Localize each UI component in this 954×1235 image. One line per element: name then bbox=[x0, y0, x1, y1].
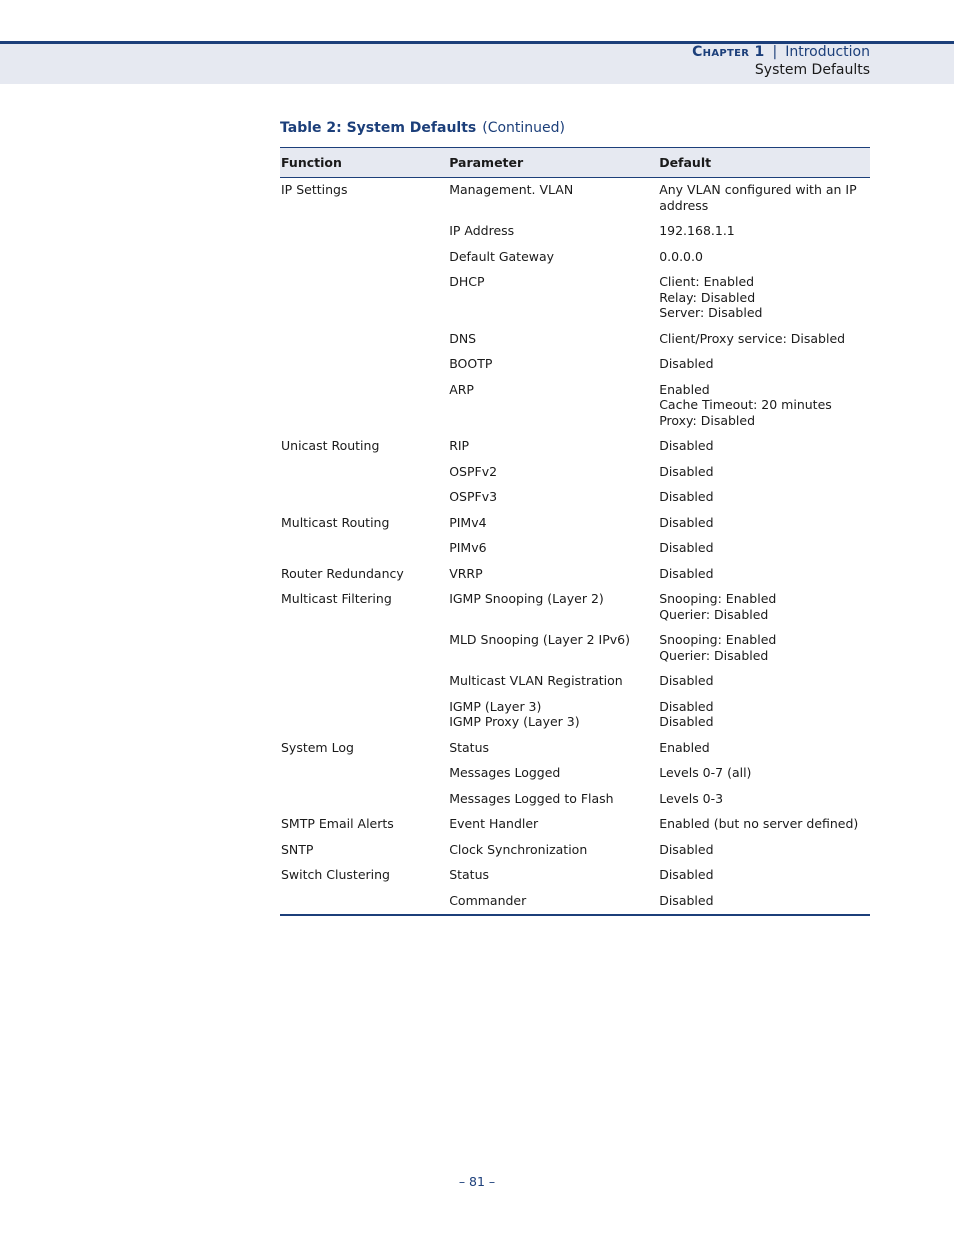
table-row bbox=[280, 270, 870, 327]
page-number: – 81 – bbox=[458, 1174, 496, 1189]
table-row bbox=[280, 434, 870, 460]
cell-parameter: PIMv6 bbox=[449, 540, 487, 555]
cell-default: Any VLAN configured with an IP address bbox=[659, 182, 857, 213]
cell-default: Disabled bbox=[659, 892, 714, 908]
cell-default: Disabled bbox=[659, 356, 714, 371]
cell-parameter: DNS bbox=[449, 330, 477, 346]
cell-parameter: ARP bbox=[449, 381, 474, 397]
table-row bbox=[280, 219, 870, 245]
cell-parameter: BOOTP bbox=[449, 356, 493, 371]
cell-default: Disabled bbox=[659, 438, 714, 453]
cell-function: Multicast Routing bbox=[281, 514, 390, 530]
table-row bbox=[280, 889, 870, 916]
cell-function: IP Settings bbox=[281, 182, 348, 197]
table-row bbox=[280, 327, 870, 353]
table-row bbox=[280, 812, 870, 838]
running-header-section: System Defaults bbox=[754, 62, 870, 78]
cell-default: Snooping: Enabled Querier: Disabled bbox=[659, 632, 777, 663]
column-header-function: Function bbox=[280, 148, 448, 178]
cell-default: Enabled bbox=[659, 739, 710, 755]
cell-parameter: OSPFv2 bbox=[449, 463, 498, 479]
cell-default: Disabled bbox=[659, 540, 714, 555]
cell-parameter: Messages Logged to Flash bbox=[449, 790, 614, 806]
cell-parameter: DHCP bbox=[449, 274, 485, 289]
table-caption-title: Table 2: System Defaults bbox=[280, 120, 477, 136]
cell-function bbox=[280, 536, 448, 562]
cell-default: Client/Proxy service: Disabled bbox=[659, 330, 846, 346]
table-row bbox=[280, 352, 870, 378]
cell-function bbox=[280, 219, 448, 245]
table-row bbox=[280, 761, 870, 787]
cell-parameter: VRRP bbox=[449, 565, 483, 581]
cell-default: Disabled bbox=[659, 489, 714, 504]
cell-function: Switch Clustering bbox=[281, 867, 390, 882]
cell-default: Client: Enabled Relay: Disabled Server: Disabled bbox=[659, 274, 763, 320]
cell-parameter: Clock Synchronization bbox=[449, 841, 588, 857]
header-separator: | bbox=[772, 44, 778, 60]
cell-default: Disabled bbox=[659, 514, 714, 530]
table-row bbox=[280, 562, 870, 588]
cell-parameter: RIP bbox=[449, 438, 470, 453]
table-row bbox=[280, 178, 870, 220]
table-row bbox=[280, 536, 870, 562]
cell-function: Multicast Filtering bbox=[281, 591, 392, 606]
cell-parameter: IP Address bbox=[449, 223, 515, 238]
cell-function bbox=[280, 761, 448, 787]
cell-function: SMTP Email Alerts bbox=[281, 816, 394, 831]
cell-function: System Log bbox=[281, 739, 354, 755]
cell-parameter: Status bbox=[449, 739, 490, 755]
cell-function bbox=[280, 695, 448, 736]
running-header-chapter bbox=[692, 44, 870, 60]
cell-function bbox=[280, 889, 448, 916]
table-row bbox=[280, 669, 870, 695]
table-row bbox=[280, 460, 870, 486]
table-header-row bbox=[280, 148, 870, 178]
cell-function: Unicast Routing bbox=[281, 438, 380, 453]
cell-function bbox=[280, 628, 448, 669]
cell-parameter: IGMP (Layer 3) IGMP Proxy (Layer 3) bbox=[449, 698, 580, 729]
cell-parameter: MLD Snooping (Layer 2 IPv6) bbox=[449, 632, 631, 647]
cell-function bbox=[280, 327, 448, 353]
cell-default: Disabled Disabled bbox=[659, 698, 714, 729]
cell-default: Disabled bbox=[659, 841, 714, 857]
cell-function bbox=[280, 787, 448, 813]
cell-parameter: Multicast VLAN Registration bbox=[449, 673, 623, 688]
table-row bbox=[280, 736, 870, 762]
chapter-label: Chapter 1 bbox=[692, 44, 765, 60]
table-caption bbox=[280, 120, 565, 136]
cell-default: Disabled bbox=[659, 673, 714, 688]
cell-parameter: OSPFv3 bbox=[449, 489, 498, 504]
table-row bbox=[280, 378, 870, 435]
cell-default: Disabled bbox=[659, 463, 714, 479]
cell-function bbox=[280, 460, 448, 486]
cell-function bbox=[280, 270, 448, 327]
table-row bbox=[280, 628, 870, 669]
cell-function bbox=[280, 245, 448, 271]
cell-default: Levels 0-3 bbox=[659, 790, 724, 806]
chapter-title: Introduction bbox=[785, 44, 870, 60]
cell-default: Disabled bbox=[659, 565, 714, 581]
cell-default: Levels 0-7 (all) bbox=[659, 765, 752, 780]
cell-parameter: Commander bbox=[449, 892, 527, 908]
table-row bbox=[280, 245, 870, 271]
cell-parameter: Status bbox=[449, 867, 490, 882]
cell-parameter: PIMv4 bbox=[449, 514, 487, 530]
cell-function bbox=[280, 352, 448, 378]
system-defaults-table bbox=[280, 147, 870, 916]
cell-default: 0.0.0.0 bbox=[659, 248, 703, 264]
table-row bbox=[280, 787, 870, 813]
table-row bbox=[280, 587, 870, 628]
cell-function: SNTP bbox=[281, 841, 314, 857]
cell-default: Disabled bbox=[659, 867, 714, 882]
cell-function bbox=[280, 485, 448, 511]
cell-parameter: Messages Logged bbox=[449, 765, 561, 780]
table-row bbox=[280, 863, 870, 889]
cell-default: Enabled Cache Timeout: 20 minutes Proxy: Disabled bbox=[659, 381, 832, 428]
cell-parameter: Management. VLAN bbox=[449, 182, 574, 197]
cell-function: Router Redundancy bbox=[281, 565, 404, 581]
table-row bbox=[280, 485, 870, 511]
column-header-parameter: Parameter bbox=[448, 148, 658, 178]
table-row bbox=[280, 511, 870, 537]
cell-parameter: IGMP Snooping (Layer 2) bbox=[449, 591, 604, 606]
column-header-default: Default bbox=[658, 148, 870, 178]
table-body bbox=[280, 178, 870, 916]
table-caption-continued: (Continued) bbox=[482, 120, 565, 136]
table-row bbox=[280, 695, 870, 736]
cell-default: Enabled (but no server defined) bbox=[659, 816, 859, 831]
cell-default: Snooping: Enabled Querier: Disabled bbox=[659, 591, 777, 622]
cell-parameter: Default Gateway bbox=[449, 248, 555, 264]
cell-default: 192.168.1.1 bbox=[659, 223, 735, 238]
cell-function bbox=[280, 669, 448, 695]
table-row bbox=[280, 838, 870, 864]
cell-function bbox=[280, 378, 448, 435]
cell-parameter: Event Handler bbox=[449, 816, 539, 831]
